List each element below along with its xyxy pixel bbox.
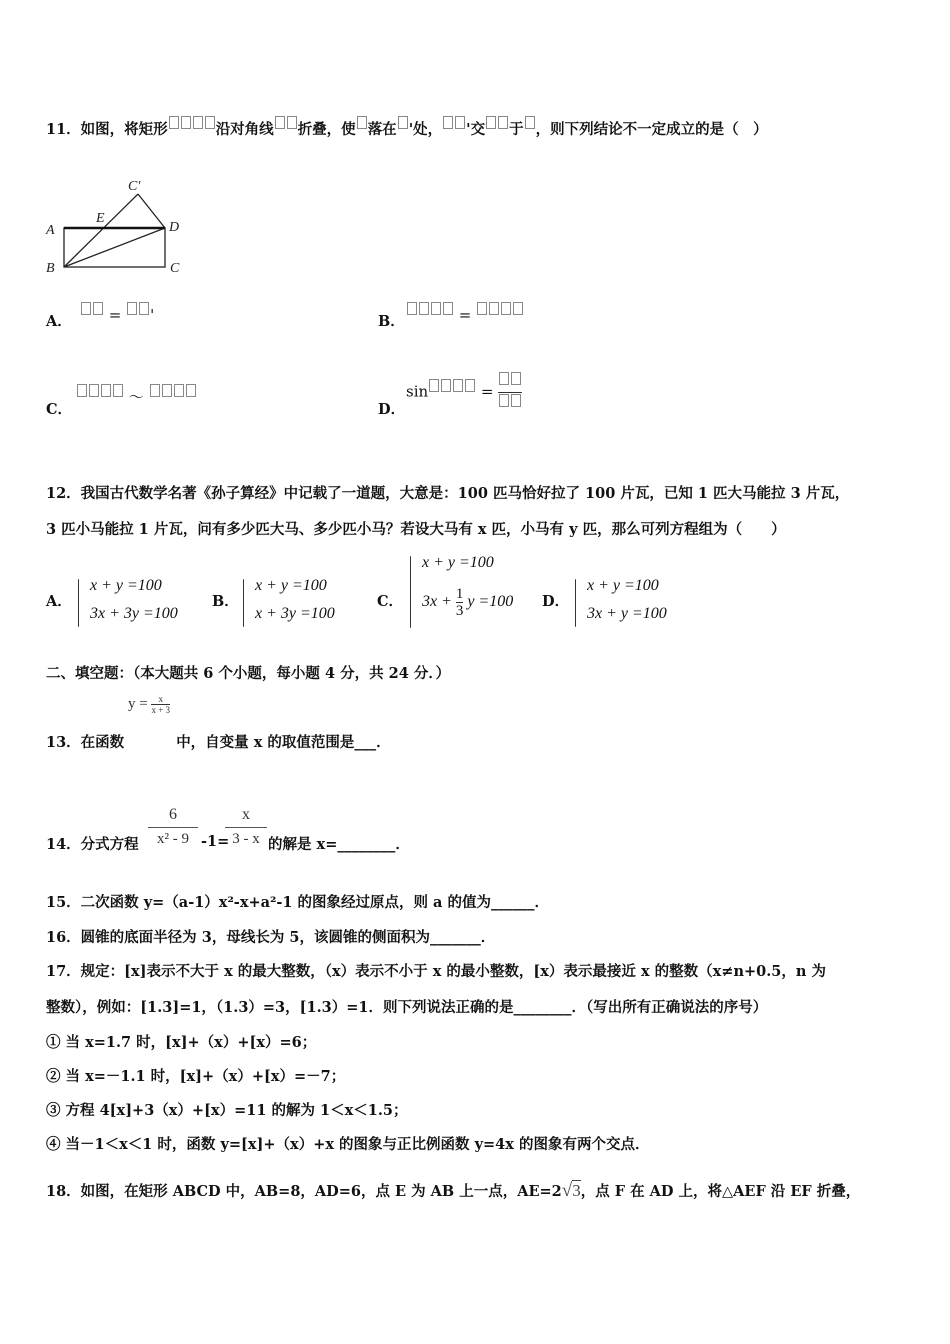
q18-stem: 18．如图，在矩形 ABCD 中，AB=8，AD=6，点 E 为 AB 上一点，AE=2√3，点 F 在 AD 上，将△AEF 沿 EF 折叠， [46,1180,861,1201]
q15-stem: 15．二次函数 y=（a-1）x²-x+a²-1 的图象经过原点，则 a 的值为______． [46,894,550,911]
q11-option-b[interactable]: B． [378,313,405,330]
q11-option-c-formula: ～ [76,384,197,407]
q11-option-b-formula: = [406,302,524,324]
q14-stem: 14．分式方程 [46,836,139,853]
label-a: A [46,223,55,238]
q11-stem: 11．如图，将矩形 沿对角线 折叠，使 落在 '处， '交 于 ，则下列结论不一定成立的是（ ） [46,116,768,139]
q17-item-2: ② 当 x=－1.1 时，[x]+（x）+[x）=－7； [46,1068,346,1085]
q12-option-c-system: x + y =100 $3x + \frac{1}{3}$ y =100 [410,552,550,632]
label-b: B [46,261,55,276]
q12-option-d[interactable]: D． [542,593,570,610]
q14-fraction-2: x 3 - x [225,805,267,849]
section-2-heading: 二、填空题：（本大题共 6 个小题，每小题 4 分，共 24 分．） [46,665,451,682]
q17-item-1: ① 当 x=1.7 时，[x]+（x）+[x）=6； [46,1034,317,1051]
diagonal-bd [64,228,165,267]
q14-minus-one: -1= [201,833,230,850]
q13-stem: 13．在函数 中，自变量 x 的取值范围是___． [46,734,391,751]
q12-line1: 12．我国古代数学名著《孙子算经》中记载了一道题，大意是：100 匹马恰好拉了 100 片瓦，已知 1 匹大马能拉 3 片瓦， [46,485,850,502]
q11-figure [40,176,200,282]
q11-option-d-formula: sin = [406,372,522,413]
sqrt-three: √3 [561,1180,581,1201]
q12-option-b-system: x + y =100 x + 3y =100 [243,575,373,631]
q11-option-c[interactable]: C． [46,401,73,418]
q12-line2: 3 匹小马能拉 1 片瓦，问有多少匹大马、多少匹小马？若设大马有 x 匹，小马有 y 匹，那么可列方程组为（ ） [46,521,786,538]
q12-option-b[interactable]: B． [212,593,239,610]
label-e: E [96,211,105,226]
q12-option-a[interactable]: A． [46,593,72,610]
fold-line-cd [138,194,165,228]
label-c: C [170,261,180,276]
q11-option-a[interactable]: A． [46,313,72,330]
q11-option-d[interactable]: D． [378,401,406,418]
q14-fraction-1: 6 x² - 9 [148,805,198,849]
q17-line1: 17．规定：[x]表示不大于 x 的最大整数，（x）表示不小于 x 的最小整数，[x）表示最接近 x 的整数（x≠n+0.5，n 为 [46,963,826,980]
fold-line-bc [64,194,138,267]
q16-stem: 16．圆锥的底面半径为 3，母线长为 5，该圆锥的侧面积为_______． [46,929,496,946]
label-d: D [169,220,180,235]
q14-answer-blank: 的解是 x=________． [268,836,410,853]
q17-item-3: ③ 方程 4[x]+3（x）+[x）=11 的解为 1＜x＜1.5； [46,1102,408,1119]
label-c-prime: C' [128,179,141,194]
q13-formula: $y = \frac{x}{x + 3}$ [128,694,171,715]
q11-option-a-formula: = ' [80,302,154,324]
q17-line2: 整数），例如：[1.3]=1，（1.3）=3，[1.3）=1．则下列说法正确的是________．（写出所有正确说法的序号） [46,999,768,1016]
q12-option-d-system: x + y =100 3x + y =100 [575,575,705,631]
q12-option-a-system: x + y =100 3x + 3y =100 [78,575,208,631]
q17-item-4: ④ 当－1＜x＜1 时，函数 y=[x]+（x）+x 的图象与正比例函数 y=4x 的图象有两个交点． [46,1136,650,1153]
q12-option-c[interactable]: C． [377,593,404,610]
